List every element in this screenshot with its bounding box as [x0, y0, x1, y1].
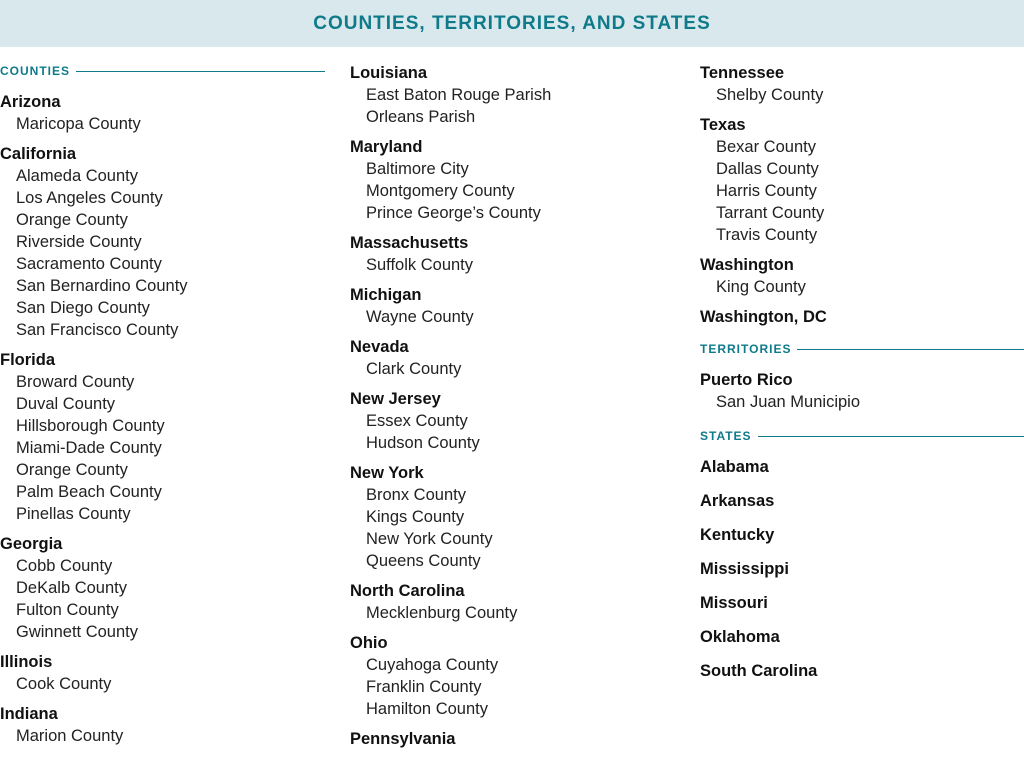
jurisdiction-group	[700, 62, 1024, 106]
county-name: Clark County	[366, 360, 462, 378]
county-group-list	[350, 62, 670, 750]
state-entry	[700, 626, 1024, 648]
jurisdiction-group	[0, 143, 325, 341]
county-name: East Baton Rouge Parish	[366, 86, 552, 104]
state-name: Alabama	[700, 458, 769, 476]
jurisdiction-group	[350, 232, 670, 276]
section-header-counties	[0, 62, 325, 80]
jurisdiction-group	[350, 388, 670, 454]
county-name: DeKalb County	[16, 579, 127, 597]
county-name: Wayne County	[366, 308, 474, 326]
county-name: Palm Beach County	[16, 483, 162, 501]
state-name: Maryland	[350, 138, 423, 156]
state-entry	[700, 524, 1024, 546]
county-name: Baltimore City	[366, 160, 469, 178]
county-name: Mecklenburg County	[366, 604, 518, 622]
county-name: Bexar County	[716, 138, 816, 156]
jurisdiction-group	[350, 728, 670, 750]
county-name: Essex County	[366, 412, 468, 430]
state-name: Missouri	[700, 594, 768, 612]
section-rule	[758, 436, 1024, 437]
jurisdiction-group	[350, 632, 670, 720]
state-name: Oklahoma	[700, 628, 780, 646]
state-name: New York	[350, 464, 424, 482]
state-name: Michigan	[350, 286, 422, 304]
jurisdiction-group	[350, 62, 670, 128]
county-name: San Bernardino County	[16, 277, 188, 295]
county-name: Broward County	[16, 373, 135, 391]
state-name: New Jersey	[350, 390, 441, 408]
county-name: King County	[716, 278, 806, 296]
jurisdiction-group	[350, 580, 670, 624]
jurisdiction-group	[350, 336, 670, 380]
jurisdiction-group	[350, 136, 670, 224]
column-3	[700, 62, 1024, 694]
state-name: Arizona	[0, 93, 61, 111]
county-name: Maricopa County	[16, 115, 141, 133]
county-name: Franklin County	[366, 678, 482, 696]
county-name: Travis County	[716, 226, 818, 244]
county-name: Bronx County	[366, 486, 466, 504]
state-name: Washington, DC	[700, 308, 827, 326]
county-name: Duval County	[16, 395, 116, 413]
state-name: California	[0, 145, 77, 163]
state-entry	[700, 660, 1024, 682]
county-name: Orange County	[16, 461, 128, 479]
section-label: STATES	[700, 429, 752, 443]
section-header-states	[700, 427, 1024, 445]
state-entry	[700, 490, 1024, 512]
county-group-list	[0, 91, 325, 747]
state-list	[700, 456, 1024, 682]
county-name: Cuyahoga County	[366, 656, 499, 674]
county-name: Sacramento County	[16, 255, 162, 273]
county-name: Harris County	[716, 182, 817, 200]
state-entry	[700, 592, 1024, 614]
jurisdiction-group	[0, 533, 325, 643]
state-name: Washington	[700, 256, 794, 274]
jurisdiction-group	[700, 306, 1024, 328]
column-1	[0, 62, 325, 755]
county-name: Los Angeles County	[16, 189, 163, 207]
section-rule	[76, 71, 325, 72]
county-name: Gwinnett County	[16, 623, 138, 641]
county-name: Hamilton County	[366, 700, 488, 718]
state-name: Pennsylvania	[350, 730, 456, 748]
state-name: Ohio	[350, 634, 388, 652]
state-name: Florida	[0, 351, 56, 369]
state-name: Tennessee	[700, 64, 785, 82]
state-name: Kentucky	[700, 526, 775, 544]
state-name: Illinois	[0, 653, 53, 671]
county-name: Hudson County	[366, 434, 480, 452]
state-name: Mississippi	[700, 560, 789, 578]
state-name: Georgia	[0, 535, 63, 553]
county-name: Riverside County	[16, 233, 142, 251]
state-name: North Carolina	[350, 582, 465, 600]
jurisdiction-group	[0, 651, 325, 695]
county-name: Orleans Parish	[366, 108, 476, 126]
section-header-territories	[700, 340, 1024, 358]
county-name: New York County	[366, 530, 493, 548]
county-name: Cook County	[16, 675, 112, 693]
county-name: Alameda County	[16, 167, 138, 185]
state-name: Texas	[700, 116, 746, 134]
jurisdiction-group	[0, 91, 325, 135]
county-name: Kings County	[366, 508, 465, 526]
page-title: COUNTIES, TERRITORIES, AND STATES	[313, 12, 711, 34]
state-name: Nevada	[350, 338, 409, 356]
section-label: COUNTIES	[0, 64, 71, 78]
county-name: Marion County	[16, 727, 124, 745]
jurisdiction-group	[700, 114, 1024, 246]
county-name: San Francisco County	[16, 321, 179, 339]
state-name: South Carolina	[700, 662, 818, 680]
county-name: San Diego County	[16, 299, 150, 317]
jurisdiction-group	[0, 703, 325, 747]
county-name: Cobb County	[16, 557, 113, 575]
jurisdiction-group	[350, 284, 670, 328]
column-2	[350, 62, 670, 758]
state-name: Indiana	[0, 705, 58, 723]
territory-group-list	[700, 369, 1024, 413]
section-rule	[797, 349, 1024, 350]
state-entry	[700, 558, 1024, 580]
county-name: Montgomery County	[366, 182, 515, 200]
state-name: Puerto Rico	[700, 371, 793, 389]
jurisdiction-group	[350, 462, 670, 572]
county-name: Fulton County	[16, 601, 119, 619]
county-name: Tarrant County	[716, 204, 825, 222]
county-name: Suffolk County	[366, 256, 474, 274]
jurisdiction-group	[700, 254, 1024, 298]
county-name: Orange County	[16, 211, 128, 229]
jurisdiction-group	[700, 369, 1024, 413]
county-group-list	[700, 62, 1024, 328]
county-name: Prince George’s County	[366, 204, 541, 222]
county-name: Miami-Dade County	[16, 439, 162, 457]
header-banner	[0, 0, 1024, 47]
county-name: Shelby County	[716, 86, 824, 104]
county-name: Pinellas County	[16, 505, 131, 523]
state-entry	[700, 456, 1024, 478]
county-name: San Juan Municipio	[716, 393, 861, 411]
state-name: Massachusetts	[350, 234, 469, 252]
jurisdiction-group	[0, 349, 325, 525]
county-name: Queens County	[366, 552, 481, 570]
state-name: Arkansas	[700, 492, 775, 510]
county-name: Dallas County	[716, 160, 819, 178]
state-name: Louisiana	[350, 64, 428, 82]
county-name: Hillsborough County	[16, 417, 165, 435]
section-label: TERRITORIES	[700, 342, 792, 356]
